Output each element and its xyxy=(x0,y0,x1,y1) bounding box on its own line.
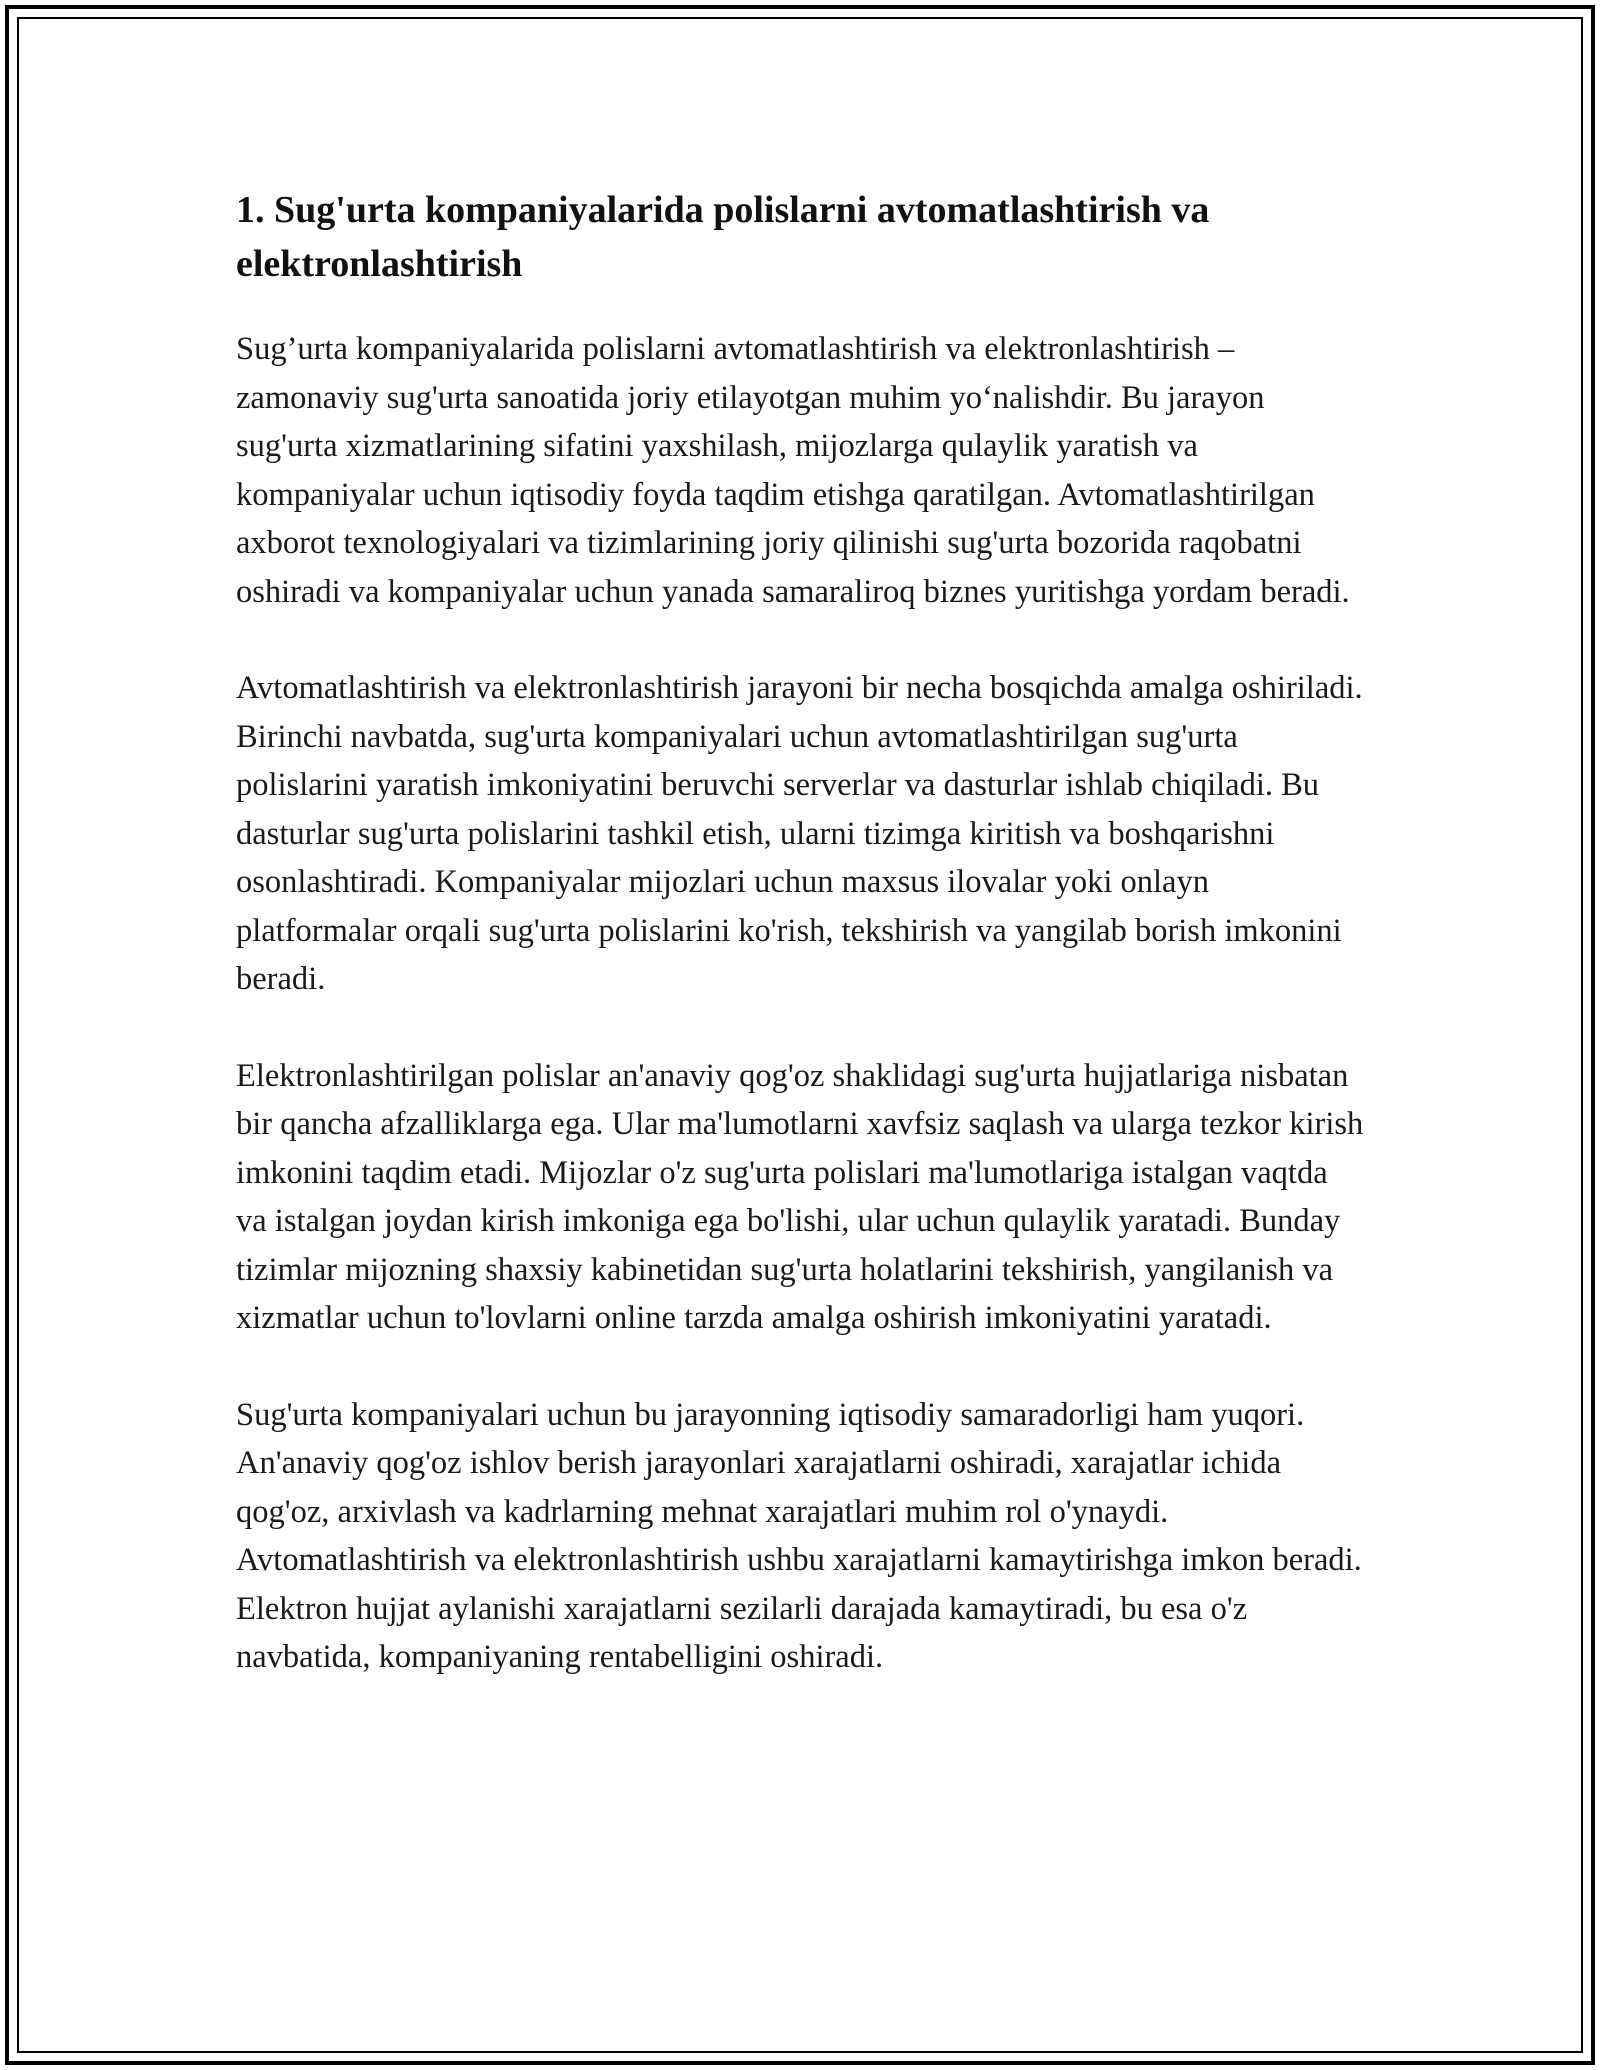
paragraph-2: Avtomatlashtirish va elektronlashtirish jarayoni bir necha bosqichda amalga oshiriladi. Birinchi navbatda, sug'urta kompaniyalari uchun avtomatlashtirilgan sug'urta polislarini yaratish imkoniyatini beruvchi serverlar va dasturlar ishlab chiqiladi. Bu dasturlar sug'urta polislarini tashkil etish, ularni tizimga kiritish va boshqarishni osonlashtiradi. Kompaniyalar mijozlari uchun maxsus ilovalar yoki onlayn platformalar orqali sug'urta polislarini ko'rish, tekshirish va yangilab borish imkonini beradi. xyxy=(236,670,1363,997)
section-heading: 1. Sug'urta kompaniyalarida polislarni avtomatlashtirish va elektronlashtirish xyxy=(236,189,1210,285)
paragraph-1: Sug’urta kompaniyalarida polislarni avtomatlashtirish va elektronlashtirish – zamonaviy sug'urta sanoatida joriy etilayotgan muhim yo‘nalishdir. Bu jarayon sug'urta xizmatlarining sifatini yaxshilash, mijozlarga qulaylik yaratish va kompaniyalar uchun iqtisodiy foyda taqdim etishga qaratilgan. Avtomatlashtirilgan axborot texnologiyalari va tizimlarining joriy qilinishi sug'urta bozorida raqobatni oshiradi va kompaniyalar uchun yanada samaraliroq biznes yuritishga yordam beradi. xyxy=(236,331,1350,610)
paragraph-4: Sug'urta kompaniyalari uchun bu jarayonning iqtisodiy samaradorligi ham yuqori. An'anaviy qog'oz ishlov berish jarayonlari xarajatlarni oshiradi, xarajatlar ichida qog'oz, arxivlash va kadrlarning mehnat xarajatlari muhim rol o'ynaydi. Avtomatlashtirish va elektronlashtirish ushbu xarajatlarni kamaytirishga imkon beradi. Elektron hujjat aylanishi xarajatlarni sezilarli darajada kamaytiradi, bu esa o'z navbatida, kompaniyaning rentabelligini oshiradi. xyxy=(236,1396,1362,1675)
document-body xyxy=(236,183,1366,1730)
paragraph-3: Elektronlashtirilgan polislar an'anaviy qog'oz shaklidagi sug'urta hujjatlariga nisbatan bir qancha afzalliklarga ega. Ular ma'lumotlarni xavfsiz saqlash va ularga tezkor kirish imkonini taqdim etadi. Mijozlar o'z sug'urta polislari ma'lumotlariga istalgan vaqtda va istalgan joydan kirish imkoniga ega bo'lishi, ular uchun qulaylik yaratadi. Bunday tizimlar mijozning shaxsiy kabinetidan sug'urta holatlarini tekshirish, yangilanish va xizmatlar uchun to'lovlarni online tarzda amalga oshirish imkoniyatini yaratadi. xyxy=(236,1057,1364,1336)
